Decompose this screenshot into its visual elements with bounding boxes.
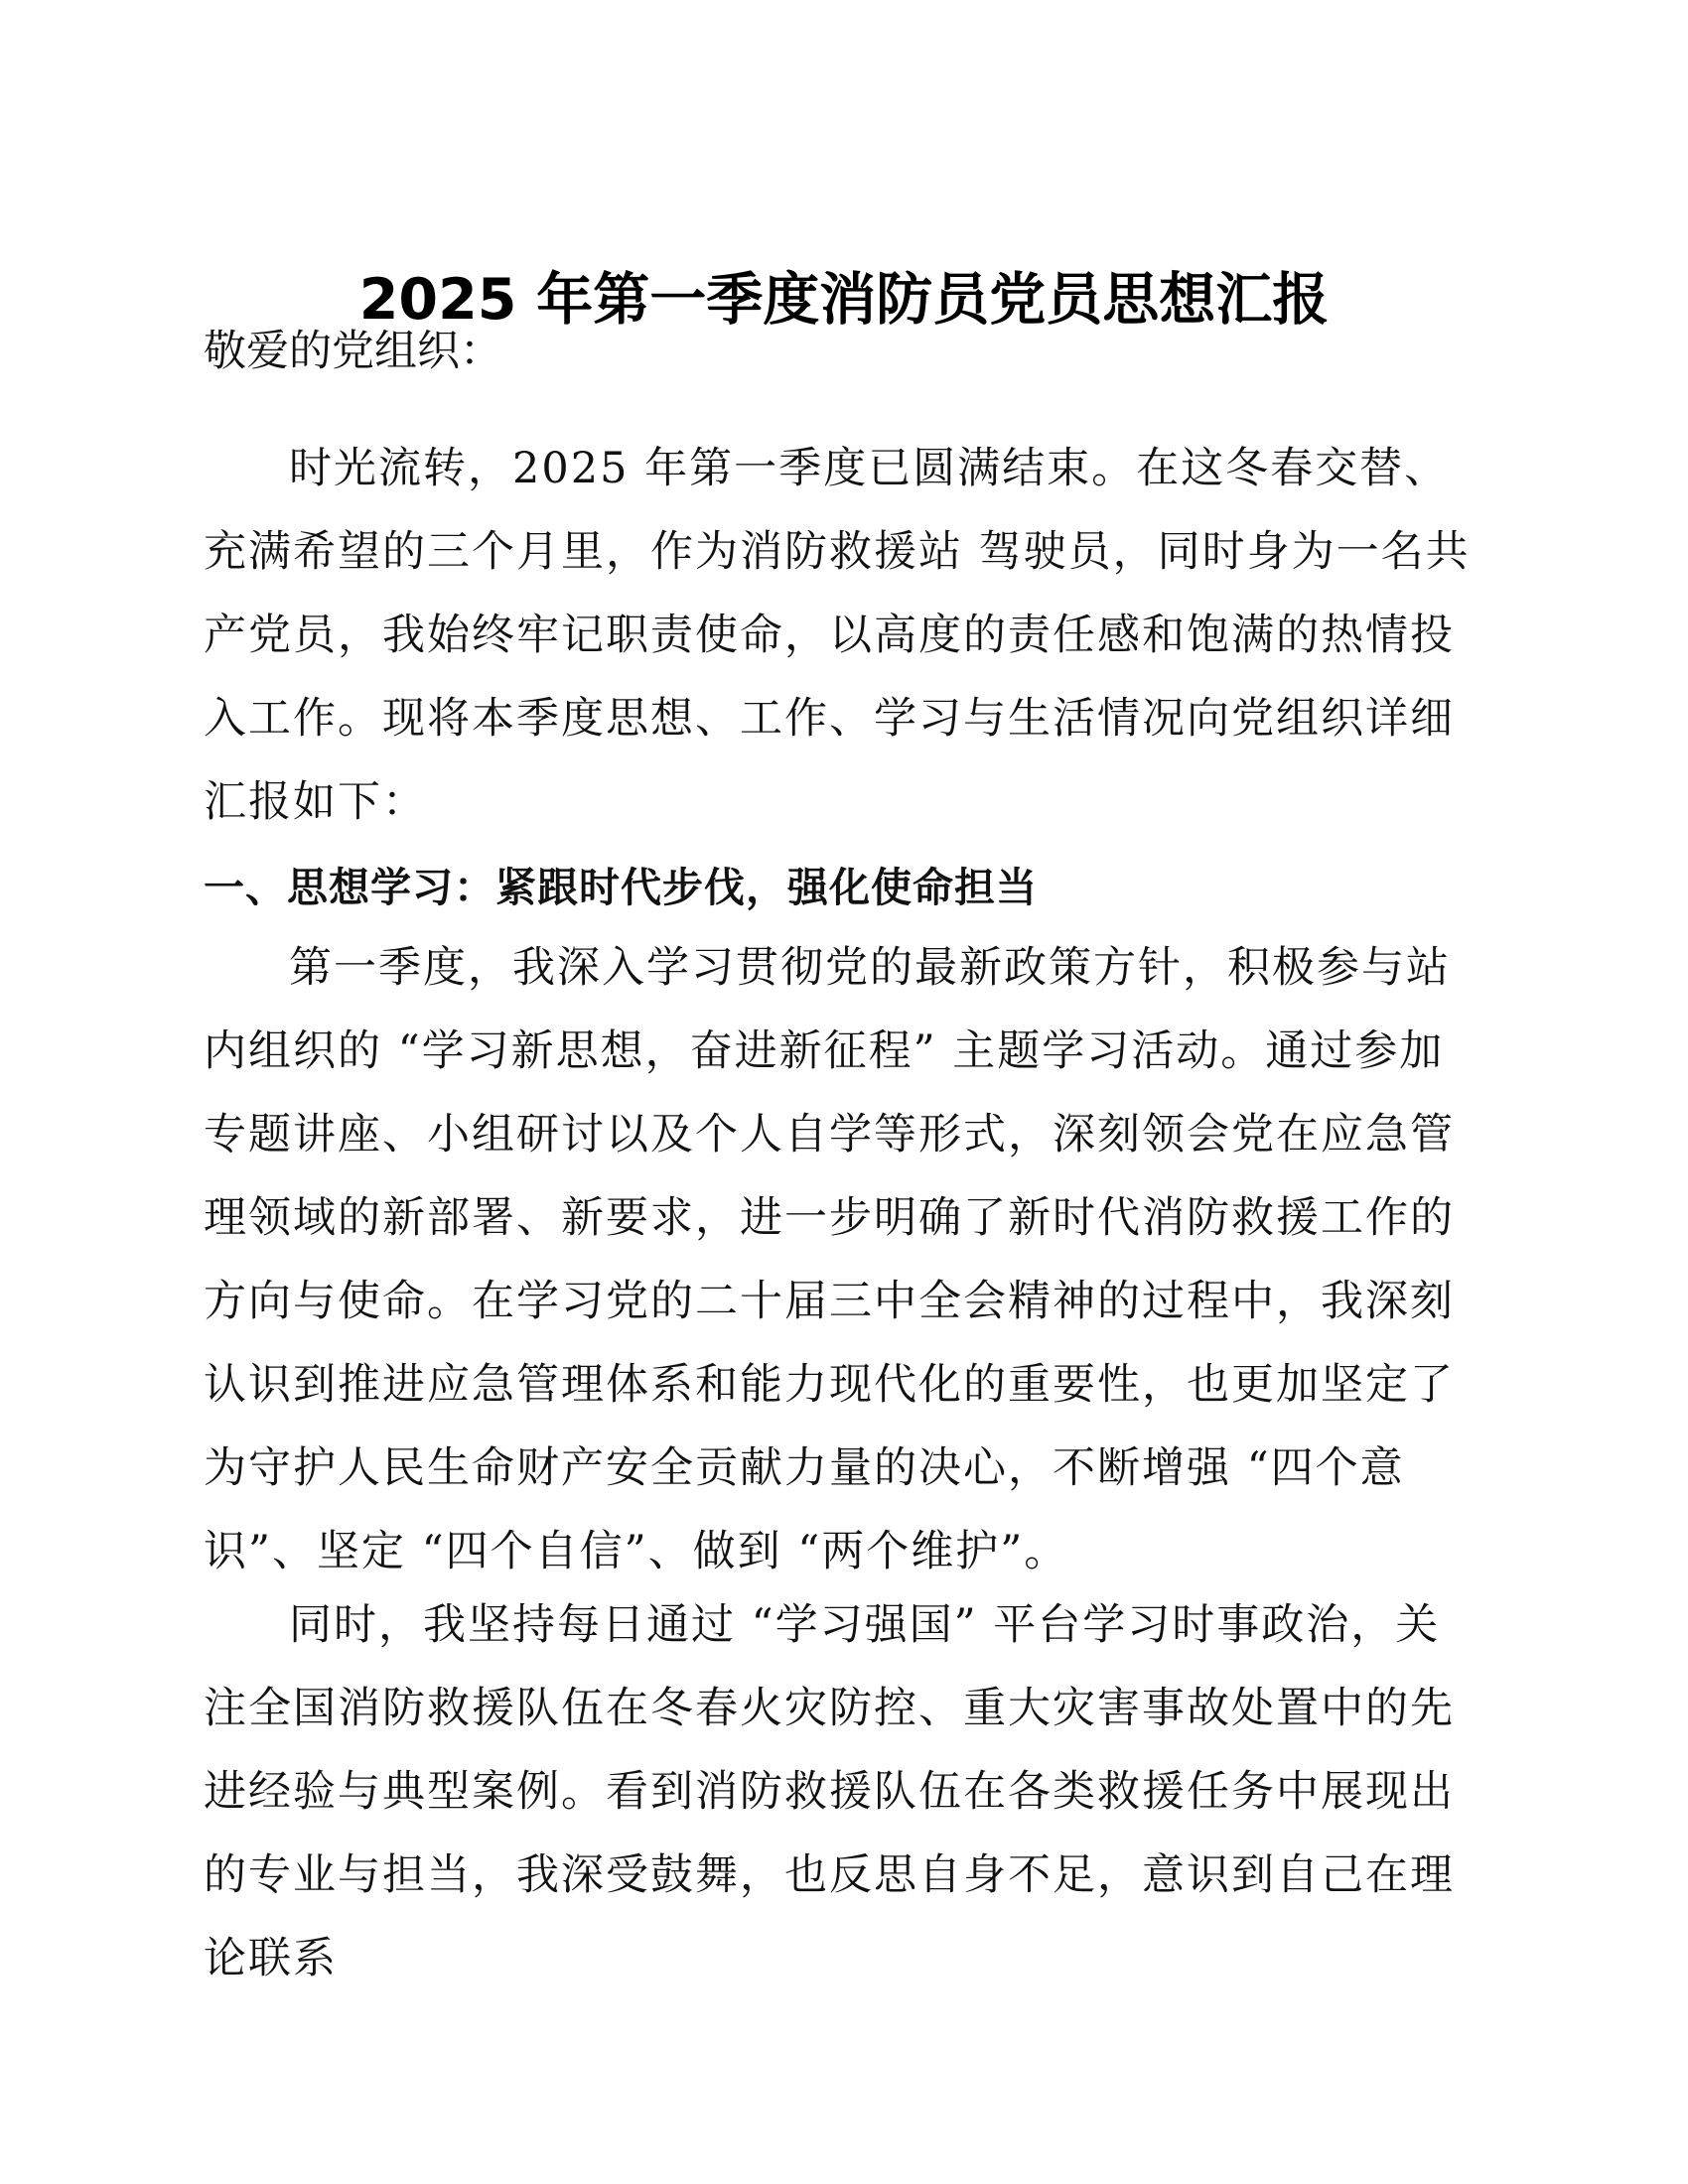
intro-paragraph: 时光流转，2025 年第一季度已圆满结束。在这冬春交替、充满希望的三个月里，作为消防救援站 驾驶员，同时身为一名共产党员，我始终牢记职责使命，以高度的责任感和饱满的热情投入工作。现将本季度思想、工作、学习与生活情况向党组织详细汇报如下： (204, 444, 1471, 827)
section-1-paragraph-1: 第一季度，我深入学习贯彻党的最新政策方针，积极参与站内组织的 “学习新思想，奋进新征程” 主题学习活动。通过参加专题讲座、小组研讨以及个人自学等形式，深刻领会党在应急管理领域的新部署、新要求，进一步明确了新时代消防救援工作的方向与使命。在学习党的二十届三中全会精神的过程中，我深刻认识到推进应急管理体系和能力现代化的重要性，也更加坚定了为守护人民生命财产安全贡献力量的决心，不断增强 “四个意识”、坚定 “四个自信”、做到 “两个维护”。 (204, 943, 1455, 1576)
document-title: 2025 年第一季度消防员党员思想汇报 (358, 267, 1330, 333)
section-1-paragraph-2: 同时，我坚持每日通过 “学习强国” 平台学习时事政治，关注全国消防救援队伍在冬春火灾防控、重大灾害事故处置中的先进经验与典型案例。看到消防救援队伍在各类救援任务中展现出的专业与担当，我深受鼓舞，也反思自身不足，意识到自己在理论联系 (204, 1600, 1455, 1983)
section-1-heading: 一、思想学习：紧跟时代步伐，强化使命担当 (204, 864, 1038, 911)
salutation: 敬爱的党组织： (204, 327, 502, 376)
